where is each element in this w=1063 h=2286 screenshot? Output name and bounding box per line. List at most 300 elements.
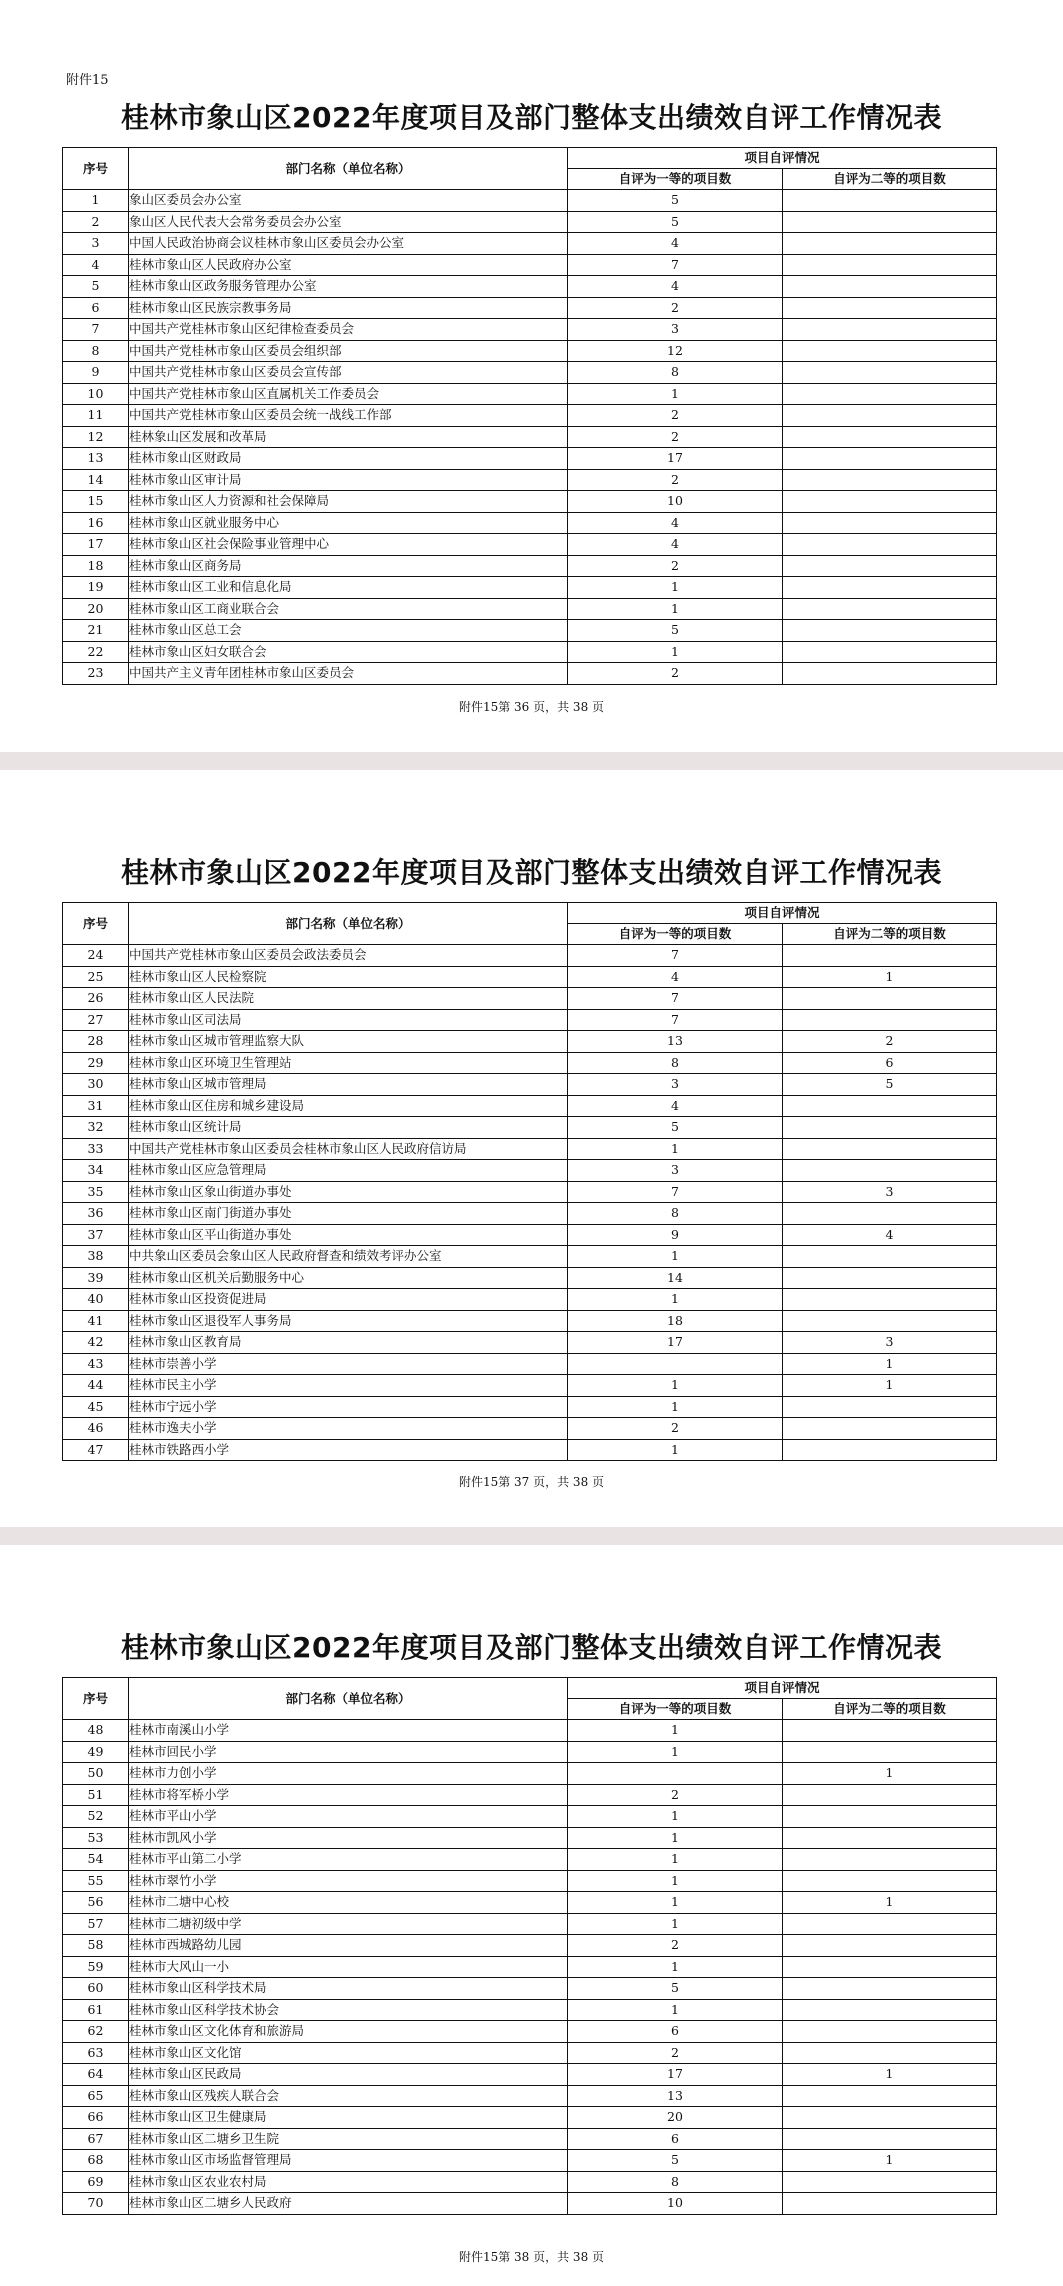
grade2-count: 1 — [783, 2150, 997, 2172]
row-number: 51 — [63, 1784, 129, 1806]
grade2-count — [783, 1978, 997, 2000]
grade1-count: 1 — [568, 1892, 783, 1914]
grade1-count: 1 — [568, 577, 783, 599]
row-number: 30 — [63, 1074, 129, 1096]
grade1-count: 1 — [568, 1849, 783, 1871]
department-name: 桂林市二塘中心校 — [129, 1892, 568, 1914]
grade2-count — [783, 1935, 997, 1957]
grade2-count: 5 — [783, 1074, 997, 1096]
grade2-count — [783, 383, 997, 405]
header-no: 序号 — [63, 1678, 129, 1720]
grade2-count — [783, 577, 997, 599]
grade2-count: 1 — [783, 1892, 997, 1914]
header-grade1: 自评为一等的项目数 — [568, 1699, 783, 1720]
row-number: 45 — [63, 1396, 129, 1418]
table-row — [63, 1138, 997, 1160]
grade2-count: 1 — [783, 1353, 997, 1375]
grade2-count — [783, 491, 997, 513]
table-row — [63, 2107, 997, 2129]
row-number: 9 — [63, 362, 129, 384]
table-row — [63, 2128, 997, 2150]
grade1-count: 20 — [568, 2107, 783, 2129]
grade2-count: 1 — [783, 1763, 997, 1785]
grade1-count: 12 — [568, 340, 783, 362]
grade1-count: 8 — [568, 362, 783, 384]
header-no: 序号 — [63, 148, 129, 190]
table-row — [63, 1009, 997, 1031]
grade1-count: 2 — [568, 469, 783, 491]
table-row — [63, 1763, 997, 1785]
table-row — [63, 945, 997, 967]
table-row — [63, 1870, 997, 1892]
row-number: 33 — [63, 1138, 129, 1160]
department-name: 桂林市象山区教育局 — [129, 1332, 568, 1354]
department-name: 桂林市逸夫小学 — [129, 1418, 568, 1440]
page-title: 桂林市象山区2022年度项目及部门整体支出绩效自评工作情况表 — [121, 101, 942, 134]
grade1-count: 6 — [568, 2021, 783, 2043]
grade1-count: 13 — [568, 1031, 783, 1053]
grade2-count — [783, 620, 997, 642]
grade1-count: 9 — [568, 1224, 783, 1246]
row-number: 60 — [63, 1978, 129, 2000]
grade2-count: 3 — [783, 1181, 997, 1203]
row-number: 54 — [63, 1849, 129, 1871]
table-row — [63, 1418, 997, 1440]
department-name: 桂林市象山区人民检察院 — [129, 966, 568, 988]
grade1-count: 10 — [568, 491, 783, 513]
header-name: 部门名称（单位名称） — [129, 148, 568, 190]
table-body — [63, 1720, 997, 2215]
table-row — [63, 426, 997, 448]
department-name: 中国共产党桂林市象山区委员会政法委员会 — [129, 945, 568, 967]
grade2-count — [783, 1289, 997, 1311]
grade2-count — [783, 1827, 997, 1849]
grade1-count: 4 — [568, 512, 783, 534]
grade2-count — [783, 426, 997, 448]
grade1-count: 2 — [568, 1935, 783, 1957]
department-name: 桂林市象山区城市管理局 — [129, 1074, 568, 1096]
table-row — [63, 1978, 997, 2000]
grade1-count: 1 — [568, 1396, 783, 1418]
table-row — [63, 2193, 997, 2215]
table-row — [63, 2150, 997, 2172]
grade1-count: 18 — [568, 1310, 783, 1332]
page-title: 桂林市象山区2022年度项目及部门整体支出绩效自评工作情况表 — [121, 856, 942, 889]
row-number: 36 — [63, 1203, 129, 1225]
row-number: 55 — [63, 1870, 129, 1892]
table-row — [63, 1332, 997, 1354]
page-title: 桂林市象山区2022年度项目及部门整体支出绩效自评工作情况表 — [121, 1631, 942, 1664]
grade2-count — [783, 1956, 997, 1978]
row-number: 53 — [63, 1827, 129, 1849]
grade2-count — [783, 405, 997, 427]
grade2-count: 1 — [783, 966, 997, 988]
table-row — [63, 1999, 997, 2021]
table-row — [63, 1935, 997, 1957]
grade2-count — [783, 2021, 997, 2043]
table-row — [63, 1181, 997, 1203]
department-name: 桂林市象山区审计局 — [129, 469, 568, 491]
grade2-count — [783, 1117, 997, 1139]
page-2 — [0, 770, 1063, 1527]
grade2-count — [783, 340, 997, 362]
page-footer: 附件15第 36 页，共 38 页 — [458, 700, 605, 714]
table-row — [63, 2064, 997, 2086]
row-number: 29 — [63, 1052, 129, 1074]
row-number: 70 — [63, 2193, 129, 2215]
grade2-count — [783, 1203, 997, 1225]
header-grade2: 自评为二等的项目数 — [783, 924, 997, 945]
table-row — [63, 2085, 997, 2107]
table-row — [63, 340, 997, 362]
table-row — [63, 988, 997, 1010]
grade1-count: 1 — [568, 598, 783, 620]
page-footer: 附件15第 37 页，共 38 页 — [458, 1475, 605, 1489]
page-gap — [0, 752, 1063, 770]
department-name: 桂林市象山区人民政府办公室 — [129, 254, 568, 276]
department-name: 桂林市象山区就业服务中心 — [129, 512, 568, 534]
table-row — [63, 641, 997, 663]
table-row — [63, 383, 997, 405]
grade2-count — [783, 512, 997, 534]
department-name: 桂林市象山区统计局 — [129, 1117, 568, 1139]
page-3 — [0, 1545, 1063, 2286]
department-name: 桂林市象山区市场监督管理局 — [129, 2150, 568, 2172]
grade1-count: 5 — [568, 2150, 783, 2172]
department-name: 桂林市象山区科学技术局 — [129, 1978, 568, 2000]
grade1-count: 8 — [568, 1203, 783, 1225]
header-name: 部门名称（单位名称） — [129, 1678, 568, 1720]
performance-table — [62, 902, 997, 1461]
department-name: 桂林市凯风小学 — [129, 1827, 568, 1849]
table-body — [63, 190, 997, 685]
table-row — [63, 233, 997, 255]
row-number: 25 — [63, 966, 129, 988]
table-row — [63, 1160, 997, 1182]
grade2-count — [783, 1806, 997, 1828]
row-number: 43 — [63, 1353, 129, 1375]
table-row — [63, 190, 997, 212]
grade2-count — [783, 1095, 997, 1117]
department-name: 桂林市平山第二小学 — [129, 1849, 568, 1871]
grade1-count: 5 — [568, 190, 783, 212]
table-row — [63, 1827, 997, 1849]
department-name: 桂林市象山区二塘乡人民政府 — [129, 2193, 568, 2215]
table-row — [63, 620, 997, 642]
grade1-count: 8 — [568, 2171, 783, 2193]
performance-table — [62, 1677, 997, 2215]
grade1-count: 7 — [568, 1181, 783, 1203]
grade2-count — [783, 1310, 997, 1332]
department-name: 桂林象山区发展和改革局 — [129, 426, 568, 448]
department-name: 桂林市力创小学 — [129, 1763, 568, 1785]
grade1-count: 1 — [568, 1956, 783, 1978]
row-number: 11 — [63, 405, 129, 427]
department-name: 桂林市象山区财政局 — [129, 448, 568, 470]
grade1-count: 13 — [568, 2085, 783, 2107]
grade1-count: 7 — [568, 945, 783, 967]
row-number: 13 — [63, 448, 129, 470]
department-name: 中国共产主义青年团桂林市象山区委员会 — [129, 663, 568, 685]
header-grade1: 自评为一等的项目数 — [568, 924, 783, 945]
department-name: 桂林市象山区环境卫生管理站 — [129, 1052, 568, 1074]
row-number: 44 — [63, 1375, 129, 1397]
table-row — [63, 1913, 997, 1935]
row-number: 31 — [63, 1095, 129, 1117]
table-row — [63, 469, 997, 491]
department-name: 中国共产党桂林市象山区直属机关工作委员会 — [129, 383, 568, 405]
row-number: 68 — [63, 2150, 129, 2172]
department-name: 桂林市象山区投资促进局 — [129, 1289, 568, 1311]
grade2-count — [783, 319, 997, 341]
table-row — [63, 254, 997, 276]
row-number: 59 — [63, 1956, 129, 1978]
row-number: 8 — [63, 340, 129, 362]
grade2-count — [783, 1009, 997, 1031]
department-name: 中国共产党桂林市象山区委员会桂林市象山区人民政府信访局 — [129, 1138, 568, 1160]
grade2-count — [783, 1720, 997, 1742]
department-name: 桂林市象山区科学技术协会 — [129, 1999, 568, 2021]
row-number: 62 — [63, 2021, 129, 2043]
grade1-count: 3 — [568, 1160, 783, 1182]
table-row — [63, 1849, 997, 1871]
row-number: 69 — [63, 2171, 129, 2193]
row-number: 61 — [63, 1999, 129, 2021]
table-row — [63, 1074, 997, 1096]
grade2-count — [783, 190, 997, 212]
row-number: 24 — [63, 945, 129, 967]
row-number: 20 — [63, 598, 129, 620]
table-row — [63, 1095, 997, 1117]
grade1-count: 1 — [568, 1827, 783, 1849]
grade1-count: 14 — [568, 1267, 783, 1289]
department-name: 桂林市象山区妇女联合会 — [129, 641, 568, 663]
grade1-count: 7 — [568, 1009, 783, 1031]
grade2-count — [783, 598, 997, 620]
grade1-count: 5 — [568, 1117, 783, 1139]
grade2-count — [783, 1246, 997, 1268]
row-number: 65 — [63, 2085, 129, 2107]
table-row — [63, 1289, 997, 1311]
grade2-count — [783, 1439, 997, 1461]
grade2-count — [783, 1396, 997, 1418]
department-name: 桂林市翠竹小学 — [129, 1870, 568, 1892]
grade1-count: 1 — [568, 1720, 783, 1742]
grade2-count — [783, 555, 997, 577]
grade1-count: 1 — [568, 1289, 783, 1311]
grade1-count: 2 — [568, 2042, 783, 2064]
annex-label: 附件15 — [66, 73, 109, 88]
table-row — [63, 2171, 997, 2193]
grade2-count — [783, 1741, 997, 1763]
table-body — [63, 945, 997, 1461]
grade1-count: 2 — [568, 663, 783, 685]
grade2-count — [783, 663, 997, 685]
department-name: 桂林市象山区住房和城乡建设局 — [129, 1095, 568, 1117]
department-name: 桂林市象山区退役军人事务局 — [129, 1310, 568, 1332]
department-name: 桂林市平山小学 — [129, 1806, 568, 1828]
table-row — [63, 598, 997, 620]
row-number: 57 — [63, 1913, 129, 1935]
grade1-count: 3 — [568, 1074, 783, 1096]
department-name: 桂林市崇善小学 — [129, 1353, 568, 1375]
row-number: 52 — [63, 1806, 129, 1828]
department-name: 桂林市象山区工商业联合会 — [129, 598, 568, 620]
department-name: 桂林市象山区应急管理局 — [129, 1160, 568, 1182]
department-name: 桂林市象山区象山街道办事处 — [129, 1181, 568, 1203]
grade1-count: 1 — [568, 1138, 783, 1160]
grade1-count: 4 — [568, 1095, 783, 1117]
table-row — [63, 405, 997, 427]
department-name: 中国共产党桂林市象山区委员会组织部 — [129, 340, 568, 362]
department-name: 桂林市象山区卫生健康局 — [129, 2107, 568, 2129]
row-number: 10 — [63, 383, 129, 405]
grade1-count: 2 — [568, 405, 783, 427]
department-name: 桂林市象山区人民法院 — [129, 988, 568, 1010]
header-grade2: 自评为二等的项目数 — [783, 169, 997, 190]
grade2-count — [783, 2107, 997, 2129]
row-number: 58 — [63, 1935, 129, 1957]
row-number: 7 — [63, 319, 129, 341]
grade1-count: 7 — [568, 988, 783, 1010]
row-number: 34 — [63, 1160, 129, 1182]
row-number: 2 — [63, 211, 129, 233]
table-row — [63, 1741, 997, 1763]
header-grade1: 自评为一等的项目数 — [568, 169, 783, 190]
grade2-count — [783, 1138, 997, 1160]
row-number: 49 — [63, 1741, 129, 1763]
row-number: 23 — [63, 663, 129, 685]
table-row — [63, 577, 997, 599]
grade1-count: 17 — [568, 1332, 783, 1354]
table-row — [63, 555, 997, 577]
department-name: 桂林市回民小学 — [129, 1741, 568, 1763]
row-number: 15 — [63, 491, 129, 513]
row-number: 41 — [63, 1310, 129, 1332]
department-name: 桂林市铁路西小学 — [129, 1439, 568, 1461]
grade1-count: 4 — [568, 276, 783, 298]
grade1-count: 2 — [568, 1418, 783, 1440]
table-row — [63, 1052, 997, 1074]
department-name: 中国人民政治协商会议桂林市象山区委员会办公室 — [129, 233, 568, 255]
table-row — [63, 534, 997, 556]
header-group: 项目自评情况 — [568, 148, 997, 169]
table-row — [63, 211, 997, 233]
department-name: 桂林市象山区二塘乡卫生院 — [129, 2128, 568, 2150]
grade2-count — [783, 2042, 997, 2064]
grade1-count: 2 — [568, 426, 783, 448]
row-number: 63 — [63, 2042, 129, 2064]
department-name: 桂林市象山区社会保险事业管理中心 — [129, 534, 568, 556]
grade1-count: 4 — [568, 534, 783, 556]
grade2-count — [783, 945, 997, 967]
performance-table — [62, 147, 997, 685]
grade1-count: 17 — [568, 2064, 783, 2086]
grade2-count: 1 — [783, 2064, 997, 2086]
grade1-count: 1 — [568, 1375, 783, 1397]
row-number: 64 — [63, 2064, 129, 2086]
row-number: 42 — [63, 1332, 129, 1354]
table-row — [63, 1117, 997, 1139]
department-name: 象山区人民代表大会常务委员会办公室 — [129, 211, 568, 233]
department-name: 桂林市象山区人力资源和社会保障局 — [129, 491, 568, 513]
department-name: 桂林市象山区工业和信息化局 — [129, 577, 568, 599]
row-number: 5 — [63, 276, 129, 298]
department-name: 桂林市象山区残疾人联合会 — [129, 2085, 568, 2107]
table-row — [63, 1375, 997, 1397]
row-number: 3 — [63, 233, 129, 255]
grade2-count: 4 — [783, 1224, 997, 1246]
row-number: 18 — [63, 555, 129, 577]
row-number: 1 — [63, 190, 129, 212]
department-name: 桂林市将军桥小学 — [129, 1784, 568, 1806]
row-number: 4 — [63, 254, 129, 276]
header-group: 项目自评情况 — [568, 903, 997, 924]
header-no: 序号 — [63, 903, 129, 945]
grade1-count: 1 — [568, 1439, 783, 1461]
department-name: 桂林市象山区文化馆 — [129, 2042, 568, 2064]
grade1-count — [568, 1763, 783, 1785]
row-number: 12 — [63, 426, 129, 448]
department-name: 象山区委员会办公室 — [129, 190, 568, 212]
row-number: 27 — [63, 1009, 129, 1031]
row-number: 22 — [63, 641, 129, 663]
row-number: 47 — [63, 1439, 129, 1461]
department-name: 中共象山区委员会象山区人民政府督查和绩效考评办公室 — [129, 1246, 568, 1268]
grade2-count — [783, 988, 997, 1010]
header-grade2: 自评为二等的项目数 — [783, 1699, 997, 1720]
grade2-count — [783, 2128, 997, 2150]
table-row — [63, 2021, 997, 2043]
grade1-count: 3 — [568, 319, 783, 341]
grade1-count: 1 — [568, 1741, 783, 1763]
grade2-count — [783, 2193, 997, 2215]
grade2-count — [783, 254, 997, 276]
grade2-count — [783, 297, 997, 319]
row-number: 14 — [63, 469, 129, 491]
row-number: 40 — [63, 1289, 129, 1311]
grade2-count — [783, 211, 997, 233]
grade2-count — [783, 2085, 997, 2107]
table-row — [63, 448, 997, 470]
grade1-count: 2 — [568, 555, 783, 577]
department-name: 桂林市象山区政务服务管理办公室 — [129, 276, 568, 298]
grade2-count — [783, 1784, 997, 1806]
table-row — [63, 276, 997, 298]
table-row — [63, 966, 997, 988]
table-row — [63, 1720, 997, 1742]
grade1-count: 8 — [568, 1052, 783, 1074]
row-number: 35 — [63, 1181, 129, 1203]
department-name: 桂林市象山区平山街道办事处 — [129, 1224, 568, 1246]
row-number: 37 — [63, 1224, 129, 1246]
table-row — [63, 1031, 997, 1053]
grade2-count: 3 — [783, 1332, 997, 1354]
department-name: 桂林市象山区文化体育和旅游局 — [129, 2021, 568, 2043]
table-row — [63, 1203, 997, 1225]
row-number: 50 — [63, 1763, 129, 1785]
grade2-count — [783, 1160, 997, 1182]
department-name: 桂林市西城路幼儿园 — [129, 1935, 568, 1957]
department-name: 桂林市象山区商务局 — [129, 555, 568, 577]
grade2-count — [783, 276, 997, 298]
grade2-count — [783, 469, 997, 491]
department-name: 桂林市南溪山小学 — [129, 1720, 568, 1742]
table-row — [63, 663, 997, 685]
table-row — [63, 319, 997, 341]
table-row — [63, 1246, 997, 1268]
grade1-count: 2 — [568, 297, 783, 319]
